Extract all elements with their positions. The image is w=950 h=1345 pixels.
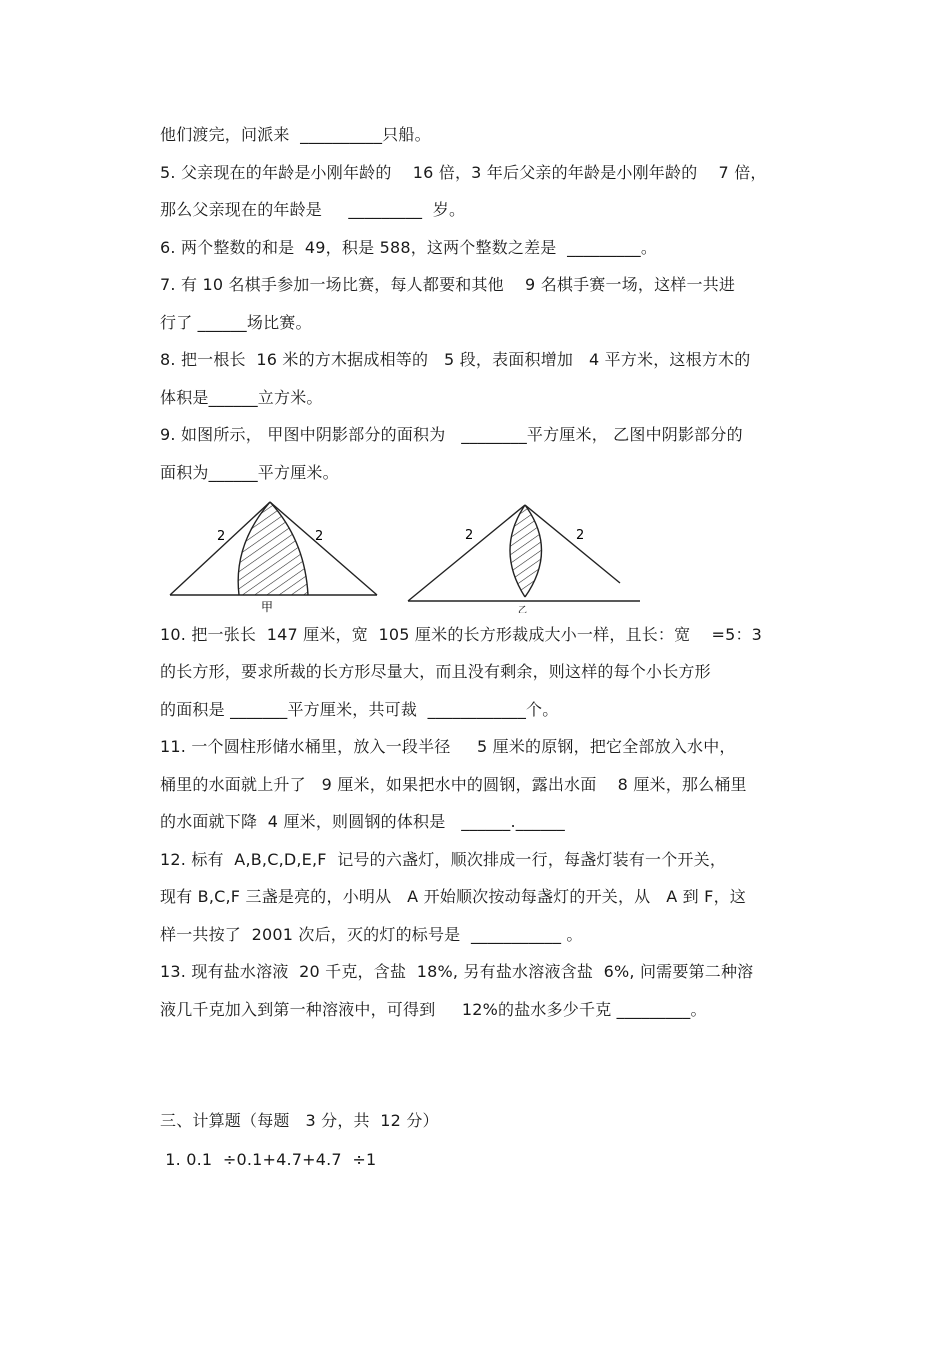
line-5: 7. 有 10 名棋手参加一场比赛，每人都要和其他 9 名棋手赛一场，这样一共进 [160, 275, 736, 294]
line-7: 8. 把一根长 16 米的方木据成相等的 5 段，表面积增加 4 平方米，这根方木的 [160, 350, 751, 369]
figure-yi [400, 495, 645, 613]
line-13: 的面积是 _______平方厘米，共可裁 ____________个。 [160, 700, 559, 719]
line-15: 桶里的水面就上升了 9 厘米，如果把水中的圆钢，露出水面 8 厘米，那么桶里 [160, 775, 747, 794]
line-16: 的水面就下降 4 厘米，则圆钢的体积是 ______.______ [160, 812, 565, 831]
jia-label-left: 2 [217, 529, 226, 544]
line-20: 13. 现有盐水溶液 20 千克，含盐 18%, 另有盐水溶液含盐 6%, 问需要第二种溶 [160, 962, 754, 981]
line-17: 12. 标有 A,B,C,D,E,F 记号的六盏灯，顺次排成一行，每盏灯装有一个开关， [160, 850, 727, 869]
yi-label-left: 2 [465, 528, 474, 543]
line-6: 行了 ______场比赛。 [160, 313, 312, 332]
line-14: 11. 一个圆柱形储水桶里，放入一段半径 5 厘米的原钢，把它全部放入水中， [160, 737, 736, 756]
yi-label-right: 2 [576, 528, 585, 543]
line-19: 样一共按了 2001 次后，灭的灯的标号是 ___________ 。 [160, 925, 583, 944]
section-title: 三、计算题（每题 3 分，共 12 分） [160, 1111, 439, 1130]
line-12: 的长方形，要求所裁的长方形尽量大，而且没有剩余，则这样的每个小长方形 [160, 662, 711, 681]
yi-shaded-region [510, 505, 542, 597]
line-2: 5. 父亲现在的年龄是小刚年龄的 16 倍，3 年后父亲的年龄是小刚年龄的 7 倍， [160, 163, 767, 182]
jia-caption: 甲 [261, 600, 274, 613]
jia-label-right: 2 [315, 529, 324, 544]
line-8: 体积是______立方米。 [160, 388, 323, 407]
line-11: 10. 把一张长 147 厘米，宽 105 厘米的长方形裁成大小一样，且长：宽 =5：3 [160, 625, 763, 644]
line-21: 液几千克加入到第一种溶液中，可得到 12%的盐水多少千克 _________。 [160, 1000, 707, 1019]
line-18: 现有 B,C,F 三盏是亮的，小明从 A 开始顺次按动每盏灯的开关，从 A 到 F，这 [160, 887, 746, 906]
calc-problem-1: 1. 0.1 ÷0.1+4.7+4.7 ÷1 [160, 1150, 377, 1169]
line-3: 那么父亲现在的年龄是 _________ 岁。 [160, 200, 466, 219]
figure-jia [165, 495, 385, 613]
yi-caption: 乙 [518, 606, 528, 613]
line-10: 面积为______平方厘米。 [160, 463, 339, 482]
line-1: 他们渡完，问派来 __________只船。 [160, 125, 431, 144]
line-9: 9. 如图所示， 甲图中阴影部分的面积为 ________平方厘米， 乙图中阴影部分的 [160, 425, 743, 444]
line-4: 6. 两个整数的和是 49，积是 588，这两个整数之差是 _________。 [160, 238, 658, 257]
jia-shaded-region [238, 502, 308, 595]
